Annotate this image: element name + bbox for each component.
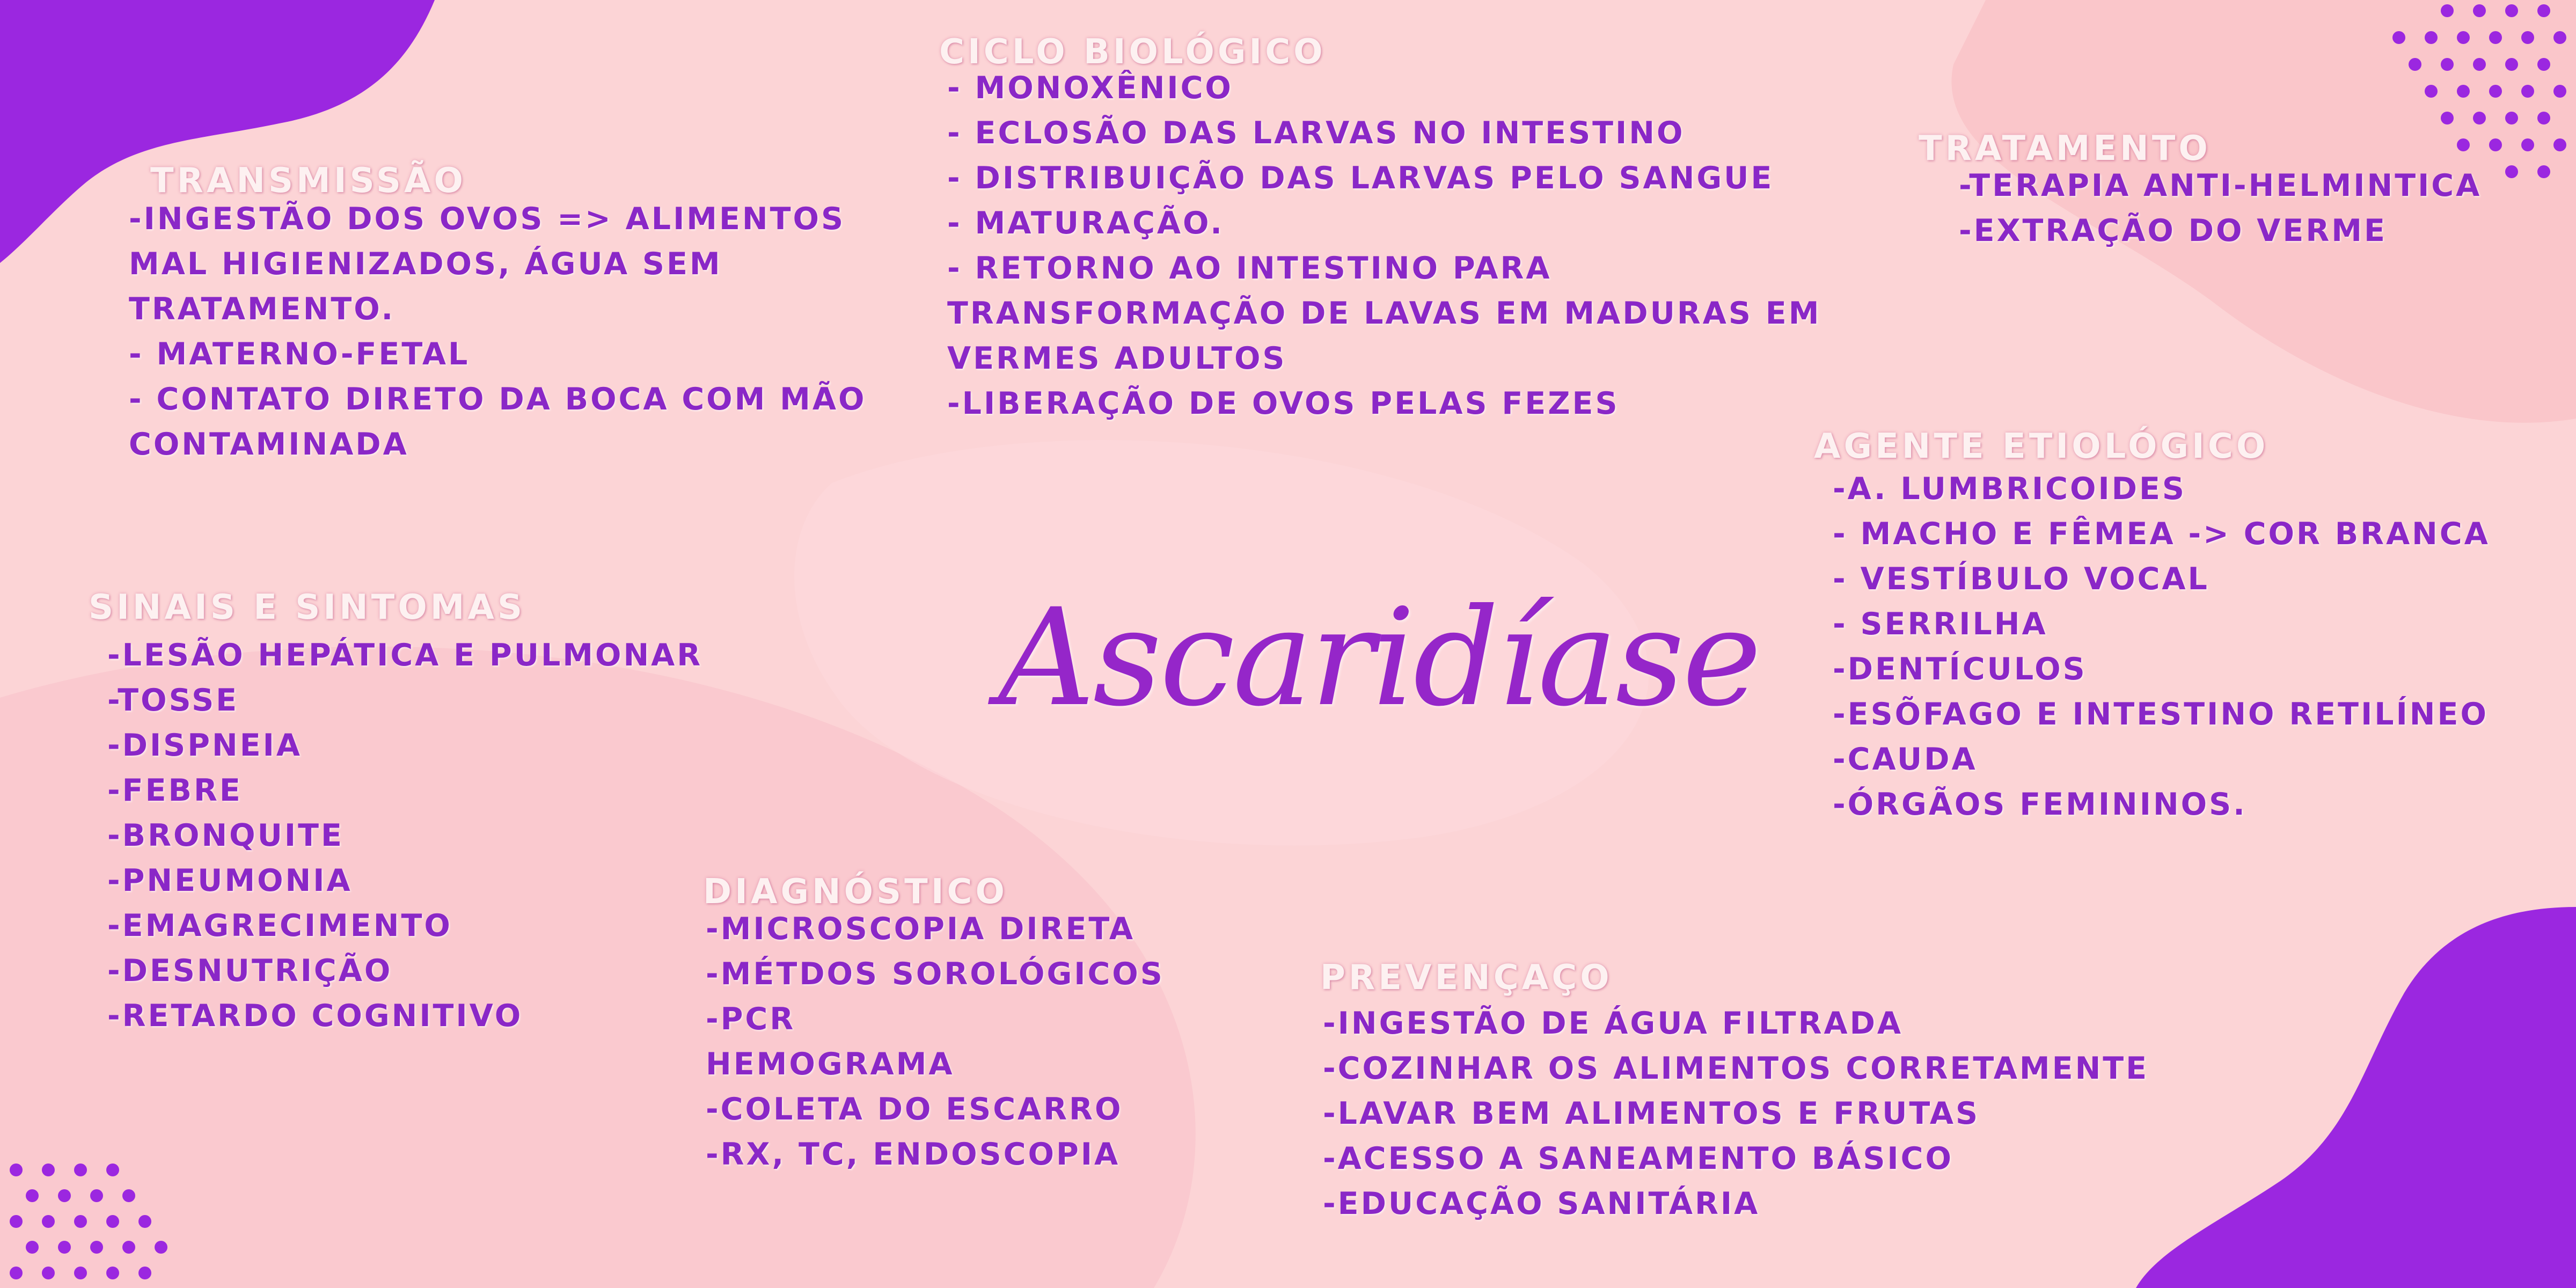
list-item: -MICROSCOPIA DIRETA bbox=[706, 911, 1135, 947]
list-item: -PNEUMONIA bbox=[107, 863, 353, 898]
list-item: - DISTRIBUIÇÃO DAS LARVAS PELO SANGUE bbox=[947, 160, 1774, 196]
decor-dot bbox=[42, 1163, 55, 1176]
list-item: TRANSFORMAÇÃO DE LAVAS EM MADURAS EM bbox=[947, 296, 1821, 331]
decor-dot bbox=[2521, 31, 2534, 44]
decor-dot bbox=[2425, 31, 2438, 44]
list-item: -ESÕFAGO E INTESTINO RETILÍNEO bbox=[1833, 697, 2489, 732]
decor-dot bbox=[2392, 31, 2405, 44]
list-item: -EMAGRECIMENTO bbox=[107, 908, 452, 943]
decor-dot bbox=[2457, 85, 2470, 98]
decor-dot bbox=[2441, 58, 2454, 71]
list-item: -INGESTÃO DE ÁGUA FILTRADA bbox=[1323, 1006, 1904, 1041]
list-item: -FEBRE bbox=[107, 773, 243, 808]
decor-dot bbox=[2425, 85, 2438, 98]
decor-dot bbox=[2537, 58, 2550, 71]
list-item: -LAVAR BEM ALIMENTOS E FRUTAS bbox=[1323, 1096, 1980, 1131]
decor-dot bbox=[2489, 138, 2502, 151]
decor-dot bbox=[42, 1267, 55, 1279]
decor-dot bbox=[2521, 138, 2534, 151]
heading-agente-etiologico: AGENTE ETIOLÓGICO bbox=[1814, 427, 2269, 466]
list-item: - MATURAÇÃO. bbox=[947, 206, 1224, 241]
decor-dot bbox=[2537, 165, 2550, 178]
list-prevencao bbox=[1323, 1001, 2149, 1226]
list-item: -DESNUTRIÇÃO bbox=[107, 953, 393, 989]
heading-sinais-sintomas: SINAIS E SINTOMAS bbox=[89, 588, 526, 627]
decor-dot bbox=[2553, 85, 2566, 98]
list-agente-etiologico bbox=[1833, 466, 2490, 827]
decor-dot bbox=[106, 1163, 119, 1176]
section-diagnostico bbox=[703, 872, 1165, 1177]
section-transmissao bbox=[129, 161, 866, 467]
list-item: -RX, TC, ENDOSCOPIA bbox=[706, 1137, 1121, 1172]
page-title: Ascaridíase bbox=[998, 580, 1760, 736]
decor-dot bbox=[2473, 4, 2486, 17]
decor-dot bbox=[155, 1241, 167, 1254]
decor-dot bbox=[26, 1189, 39, 1202]
list-item: HEMOGRAMA bbox=[706, 1046, 955, 1082]
decor-dot bbox=[138, 1267, 151, 1279]
decor-dot bbox=[138, 1215, 151, 1228]
decor-dot bbox=[2553, 31, 2566, 44]
decor-dot bbox=[74, 1267, 87, 1279]
decor-dot bbox=[26, 1241, 39, 1254]
decor-dot bbox=[90, 1189, 103, 1202]
heading-tratamento: TRATAMENTO bbox=[1919, 129, 2211, 169]
list-tratamento bbox=[1959, 163, 2482, 253]
decor-dot bbox=[122, 1189, 135, 1202]
list-item: TRATAMENTO. bbox=[129, 291, 396, 327]
list-item: -TERAPIA ANTI-HELMINTICA bbox=[1959, 168, 2482, 203]
decor-dot bbox=[42, 1215, 55, 1228]
section-prevencao bbox=[1320, 958, 2149, 1226]
section-agente-etiologico bbox=[1814, 427, 2490, 827]
list-item: -PCR bbox=[706, 1001, 796, 1037]
decor-dot bbox=[2441, 4, 2454, 17]
list-item: -EDUCAÇÃO SANITÁRIA bbox=[1323, 1186, 1760, 1221]
decor-dot bbox=[2489, 85, 2502, 98]
list-item: - ECLOSÃO DAS LARVAS NO INTESTINO bbox=[947, 115, 1685, 151]
list-item: VERMES ADULTOS bbox=[947, 341, 1287, 376]
list-item: -DISPNEIA bbox=[107, 728, 302, 763]
decor-dot bbox=[2505, 4, 2518, 17]
decor-dot bbox=[2441, 112, 2454, 125]
decor-dot bbox=[2505, 112, 2518, 125]
decor-dot bbox=[74, 1163, 87, 1176]
decor-dot bbox=[2537, 4, 2550, 17]
list-item: - MATERNO-FETAL bbox=[129, 336, 470, 372]
heading-prevencao: PREVENÇAÇO bbox=[1320, 958, 1613, 998]
heading-diagnostico: DIAGNÓSTICO bbox=[703, 872, 1008, 912]
decor-dot bbox=[2537, 112, 2550, 125]
heading-ciclo-biologico: CICLO BIOLÓGICO bbox=[939, 32, 1326, 72]
decor-dot bbox=[2553, 138, 2566, 151]
heading-transmissao: TRANSMISSÃO bbox=[150, 161, 466, 201]
list-item: -A. LUMBRICOIDES bbox=[1833, 471, 2186, 507]
section-sinais-sintomas bbox=[89, 588, 702, 1038]
list-ciclo-biologico bbox=[947, 65, 1821, 426]
list-item: -LESÃO HEPÁTICA E PULMONAR bbox=[107, 638, 703, 673]
decor-dot bbox=[58, 1241, 71, 1254]
decor-dot bbox=[10, 1215, 23, 1228]
decor-dot bbox=[10, 1163, 23, 1176]
list-item: -LIBERAÇÃO DE OVOS PELAS FEZES bbox=[947, 386, 1620, 421]
decor-dot bbox=[122, 1241, 135, 1254]
decor-dot bbox=[2505, 165, 2518, 178]
list-item: - MACHO E FÊMEA -> COR BRANCA bbox=[1833, 516, 2490, 552]
list-item: - VESTÍBULO VOCAL bbox=[1833, 561, 2209, 597]
list-item: - RETORNO AO INTESTINO PARA bbox=[947, 251, 1552, 286]
decor-dot bbox=[2521, 85, 2534, 98]
list-item: MAL HIGIENIZADOS, ÁGUA SEM bbox=[129, 246, 722, 282]
list-item: -EXTRAÇÃO DO VERME bbox=[1959, 213, 2387, 248]
list-item: -COZINHAR OS ALIMENTOS CORRETAMENTE bbox=[1323, 1051, 2149, 1086]
list-item: - SERRILHA bbox=[1833, 606, 2048, 642]
list-sinais-sintomas bbox=[107, 633, 702, 1038]
decor-dot bbox=[90, 1241, 103, 1254]
list-item: -DENTÍCULOS bbox=[1833, 652, 2087, 687]
decor-dot bbox=[106, 1215, 119, 1228]
decor-dot bbox=[2505, 58, 2518, 71]
decor-dot bbox=[74, 1215, 87, 1228]
list-transmissao bbox=[129, 196, 866, 467]
decor-dot bbox=[2489, 31, 2502, 44]
list-item: - MONOXÊNICO bbox=[947, 70, 1233, 106]
decor-dot bbox=[2473, 112, 2486, 125]
list-item: -MÉTDOS SOROLÓGICOS bbox=[706, 956, 1165, 992]
list-item: -INGESTÃO DOS OVOS => ALIMENTOS bbox=[129, 201, 846, 237]
list-item: -BRONQUITE bbox=[107, 818, 344, 853]
list-item: - CONTATO DIRETO DA BOCA COM MÃO bbox=[129, 382, 867, 417]
section-tratamento bbox=[1919, 129, 2482, 253]
list-item: -COLETA DO ESCARRO bbox=[706, 1092, 1123, 1127]
list-item: -ÓRGÃOS FEMININOS. bbox=[1833, 787, 2247, 822]
list-diagnostico bbox=[706, 906, 1165, 1177]
decor-dot bbox=[2473, 58, 2486, 71]
list-item: -TOSSE bbox=[107, 683, 239, 718]
list-item: -CAUDA bbox=[1833, 742, 1978, 777]
decor-dot bbox=[2457, 31, 2470, 44]
decor-dot bbox=[10, 1267, 23, 1279]
decor-dot bbox=[2409, 58, 2421, 71]
list-item: -RETARDO COGNITIVO bbox=[107, 998, 523, 1034]
decor-dot bbox=[58, 1189, 71, 1202]
decor-dot bbox=[106, 1267, 119, 1279]
list-item: -ACESSO A SANEAMENTO BÁSICO bbox=[1323, 1141, 1953, 1176]
list-item: CONTAMINADA bbox=[129, 427, 409, 462]
section-ciclo-biologico bbox=[939, 32, 1821, 426]
